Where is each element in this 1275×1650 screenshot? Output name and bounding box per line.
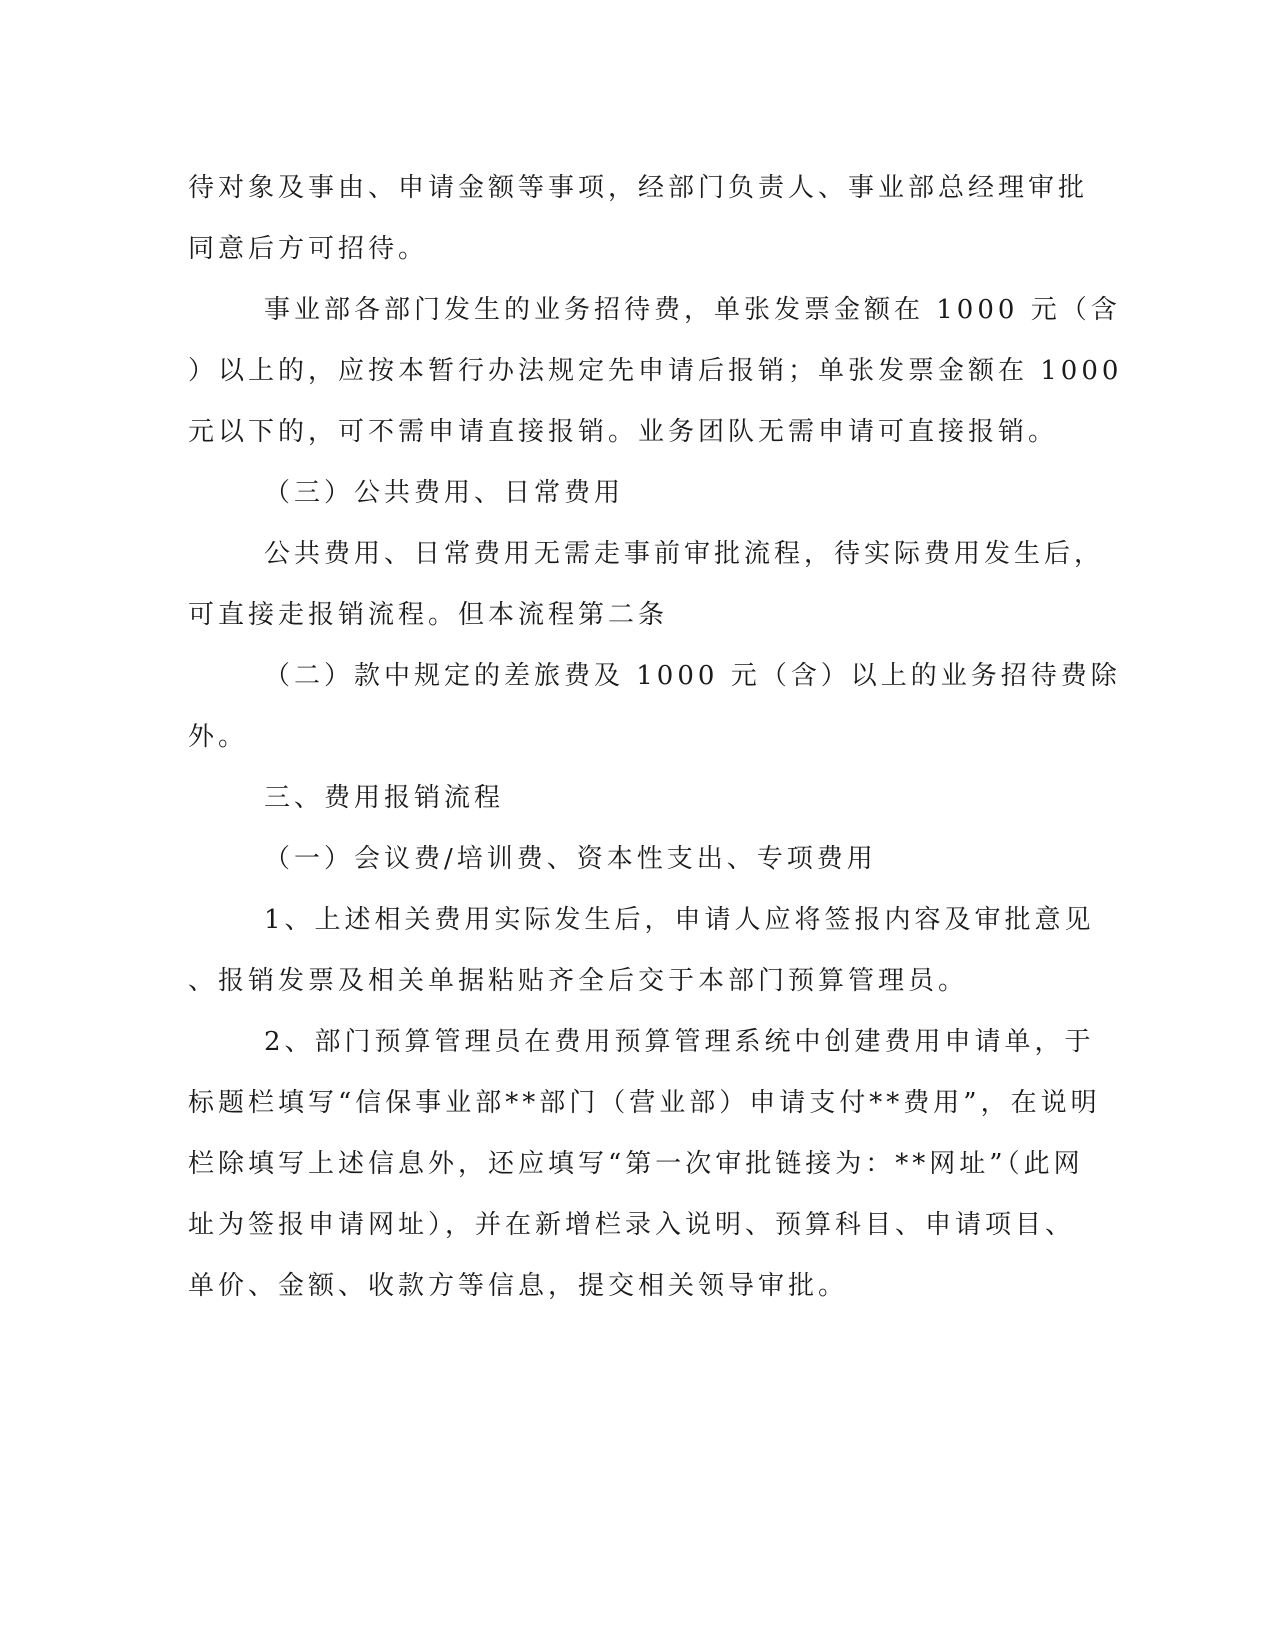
paragraph-line: （二）款中规定的差旅费及 1000 元（含）以上的业务招待费除 <box>264 661 1121 691</box>
section-heading: （三）公共费用、日常费用 <box>264 478 625 508</box>
paragraph-line: 元以下的，可不需申请直接报销。业务团队无需申请可直接报销。 <box>188 417 1059 447</box>
paragraph-line: ）以上的，应按本暂行办法规定先申请后报销；单张发票金额在 1000 <box>188 356 1123 386</box>
paragraph-line: 、报销发票及相关单据粘贴齐全后交于本部门预算管理员。 <box>188 966 969 996</box>
paragraph-line: 址为签报申请网址），并在新增栏录入说明、预算科目、申请项目、 <box>188 1210 1076 1240</box>
paragraph-line: 1、上述相关费用实际发生后，申请人应将签报内容及审批意见 <box>264 905 1095 935</box>
paragraph-line: 事业部各部门发生的业务招待费，单张发票金额在 1000 元（含 <box>264 295 1121 325</box>
paragraph-line: 单价、金额、收款方等信息，提交相关领导审批。 <box>188 1271 849 1301</box>
paragraph-line: 可直接走报销流程。但本流程第二条 <box>188 600 669 630</box>
paragraph-line: 外。 <box>188 722 249 752</box>
paragraph-line: 标题栏填写“信保事业部**部门（营业部）申请支付**费用”，在说明 <box>188 1088 1101 1118</box>
paragraph-line: 栏除填写上述信息外，还应填写“第一次审批链接为：**网址”（此网 <box>188 1149 1084 1179</box>
section-heading: （一）会议费/培训费、资本性支出、专项费用 <box>264 844 877 874</box>
paragraph-line: 待对象及事由、申请金额等事项，经部门负责人、事业部总经理审批 <box>188 173 1089 203</box>
paragraph-line: 公共费用、日常费用无需走事前审批流程，待实际费用发生后， <box>264 539 1105 569</box>
document-body <box>188 158 1123 1317</box>
paragraph-line: 同意后方可招待。 <box>188 234 429 264</box>
section-heading: 三、费用报销流程 <box>264 783 505 813</box>
paragraph-line: 2、部门预算管理员在费用预算管理系统中创建费用申请单，于 <box>264 1027 1095 1057</box>
